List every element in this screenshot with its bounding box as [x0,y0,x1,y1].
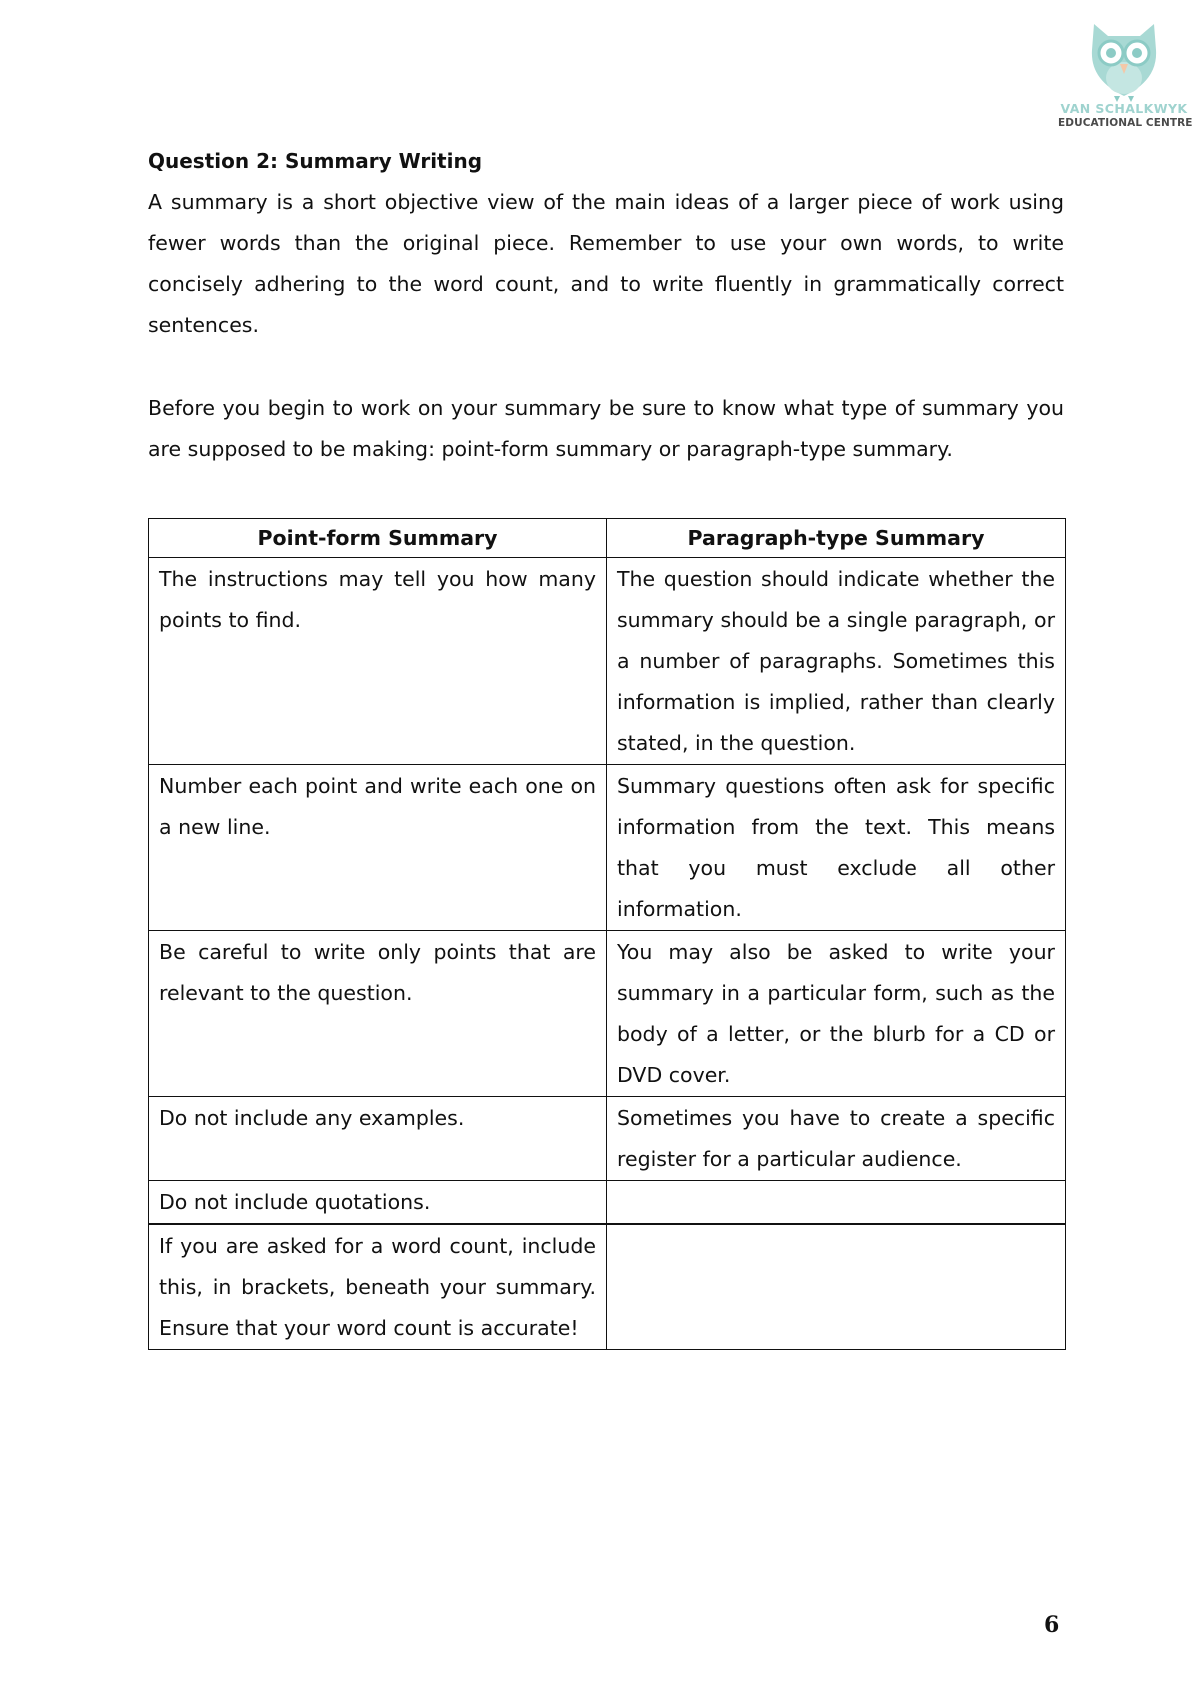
page-number: 6 [1044,1612,1060,1638]
table-row [149,1181,1066,1225]
table-cell: The instructions may tell you how many points to find. [149,558,607,765]
table-row [149,931,1066,1097]
logo-title: VAN SCHALKWYK [1060,101,1188,116]
summary-comparison-table [148,518,1066,1350]
table-cell: Summary questions often ask for specific information from the text. This means that you must exclude all other information. [607,765,1066,931]
header-paragraph-type: Paragraph-type Summary [607,519,1066,558]
logo [1058,20,1193,135]
table-row [149,765,1066,931]
intro-paragraph: A summary is a short objective view of the main ideas of a larger piece of work using fewer words than the original piece. Remember to use your own words, to write concisely adhering to the word count, and to write fluently in grammatically correct sentences. [148,190,1064,337]
table-header-row [149,519,1066,558]
header-point-form: Point-form Summary [149,519,607,558]
table-row [149,1097,1066,1181]
table-cell: Sometimes you have to create a specific register for a particular audience. [607,1097,1066,1181]
table-cell: Do not include any examples. [149,1097,607,1181]
instruction-paragraph: Before you begin to work on your summary be sure to know what type of summary you are supposed to be making: point-form summary or paragraph-type summary. [148,396,1064,461]
table-cell: The question should indicate whether the summary should be a single paragraph, or a number of paragraphs. Sometimes this information is implied, rather than clearly stated, in the question. [607,558,1066,765]
owl-icon [1086,20,1162,104]
question-title: Question 2: Summary Writing [148,149,483,173]
table-row [149,1224,1066,1350]
logo-subtitle: EDUCATIONAL CENTRE [1058,117,1193,129]
table-cell [607,1181,1066,1225]
table-cell: If you are asked for a word count, include this, in brackets, beneath your summary. Ensure that your word count is accurate! [149,1224,607,1350]
table-cell: Be careful to write only points that are relevant to the question. [149,931,607,1097]
table-cell [607,1224,1066,1350]
table-cell: Do not include quotations. [149,1181,607,1225]
table-row [149,558,1066,765]
table-cell: Number each point and write each one on a new line. [149,765,607,931]
table-cell: You may also be asked to write your summary in a particular form, such as the body of a letter, or the blurb for a CD or DVD cover. [607,931,1066,1097]
